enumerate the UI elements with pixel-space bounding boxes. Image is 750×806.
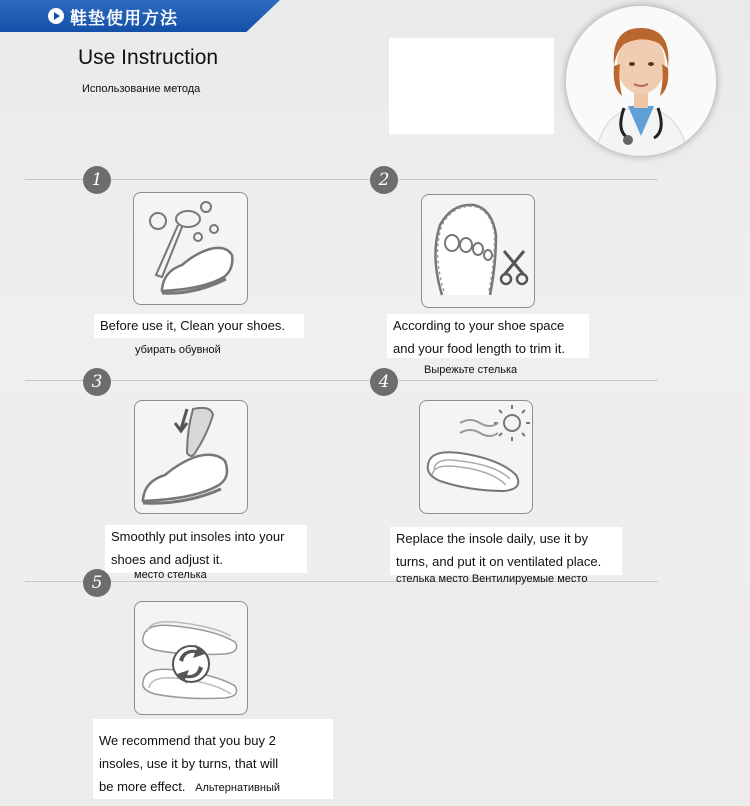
section-divider xyxy=(25,380,658,381)
doctor-photo xyxy=(566,6,716,156)
alternate-insoles-rotate-icon xyxy=(135,602,247,714)
step-4-number: 4 xyxy=(370,368,398,396)
step-3-line-2: shoes and adjust it. xyxy=(111,552,224,567)
step-3-russian-caption: место стелька xyxy=(134,569,207,581)
doctor-illustration-icon xyxy=(566,6,716,156)
step-5-russian-caption: Альтернативный xyxy=(195,782,280,794)
step-4-illustration xyxy=(419,400,533,514)
clean-shoe-icon xyxy=(134,193,247,304)
step-2-line-1: According to your shoe space xyxy=(393,318,565,333)
step-1-text-box xyxy=(94,314,304,338)
step-3-illustration xyxy=(134,400,248,514)
blank-panel xyxy=(389,38,554,134)
step-2-number: 2 xyxy=(370,166,398,194)
step-5-illustration xyxy=(134,601,248,715)
step-5-line-2: insoles, use it by turns, that will xyxy=(99,756,279,771)
step-3-line-1: Smoothly put insoles into your xyxy=(111,529,285,544)
banner-content xyxy=(48,4,178,28)
step-2-line-2: and your food length to trim it. xyxy=(393,341,565,356)
step-1-illustration xyxy=(133,192,248,305)
step-2-text-box xyxy=(387,314,589,358)
step-1-russian-caption: убирать обувной xyxy=(135,344,221,356)
step-2-russian-caption: Вырежьте стелька xyxy=(424,364,518,376)
step-1-number: 1 xyxy=(83,166,111,194)
page-subtitle: Использование метода xyxy=(82,83,201,95)
step-5-text-box xyxy=(93,719,333,799)
step-4-line-1: Replace the insole daily, use it by xyxy=(396,531,588,546)
step-4-line-2: turns, and put it on ventilated place. xyxy=(396,554,602,569)
step-2-illustration xyxy=(421,194,535,308)
ventilate-insole-sun-icon xyxy=(420,401,532,513)
step-4-russian-caption: стелька место Вентилируемые место xyxy=(396,573,588,585)
step-5-line-3-text: be more effect. xyxy=(99,779,186,794)
page-title: Use Instruction xyxy=(78,46,219,69)
step-5-line-1: We recommend that you buy 2 xyxy=(99,733,276,748)
section-divider xyxy=(25,179,658,180)
step-3-text-box xyxy=(105,525,307,573)
step-1-line-1: Before use it, Clean your shoes. xyxy=(100,318,285,333)
step-5-line-3 xyxy=(99,775,327,800)
step-5-number: 5 xyxy=(83,569,111,597)
trim-insole-scissors-icon xyxy=(422,195,534,307)
play-arrow-icon xyxy=(48,8,64,24)
step-4-text-box xyxy=(390,527,622,575)
banner-title: 鞋垫使用方法 xyxy=(70,8,178,29)
insert-insole-shoe-icon xyxy=(135,401,247,513)
step-3-number: 3 xyxy=(83,368,111,396)
